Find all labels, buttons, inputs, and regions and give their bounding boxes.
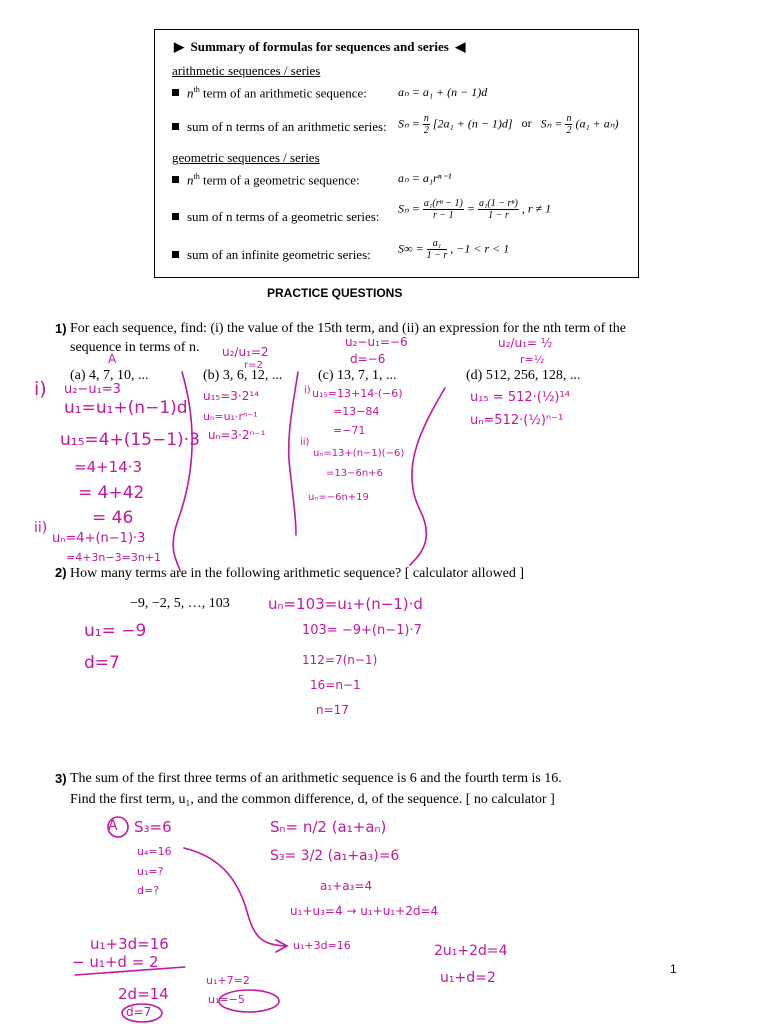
handwritten-note: u₁+d=2 (440, 970, 496, 986)
separator-curve (289, 372, 298, 535)
handwritten-note: u₂/u₁= ½ (498, 336, 553, 350)
handwritten-note: =−71 (333, 424, 366, 437)
handwritten-note: u₁=−5 (208, 993, 245, 1006)
handwritten-note: − u₁+d = 2 (72, 953, 159, 971)
arithmetic-nth-formula: aₙ = a₁ + (n − 1)d (398, 85, 488, 99)
handwritten-note: u₁+7=2 (206, 974, 250, 987)
question-3-text: The sum of the first three terms of an arithmetic sequence is 6 and the fourth term is 16. (70, 771, 562, 786)
question-number: 1) (55, 321, 67, 336)
handwritten-note: =4+3n−3=3n+1 (66, 551, 162, 564)
summary-title: ▶ Summary of formulas for sequences and series ◀ (174, 39, 466, 54)
handwritten-note: uₙ=13+(n−1)(−6) (313, 448, 405, 459)
underline-mark (75, 967, 185, 975)
handwritten-note: u₂−u₁=3 (64, 382, 121, 397)
geometric-header: geometric sequences / series (172, 150, 320, 165)
handwritten-note: r=2 (244, 360, 263, 371)
handwritten-note: ii) (34, 520, 48, 536)
handwritten-note: d=7 (84, 653, 120, 673)
handwritten-note: u₁+3d=16 (90, 935, 169, 953)
handwritten-note: i) (34, 378, 47, 400)
practice-title: PRACTICE QUESTIONS (267, 286, 403, 300)
arithmetic-sum-formula: Sₙ = $\frac{n}{2}$ [2a₁ + (n − 1)d] or Sₙ = $\frac{n}{2}$ (a₁ + aₙ) (398, 113, 619, 136)
handwritten-note: a₁+a₃=4 (320, 879, 373, 893)
geometric-nth-label: $n^{th}$ term of a geometric sequence: (172, 172, 360, 188)
circle-mark (122, 1004, 162, 1022)
handwritten-note: u₂/u₁=2 (222, 345, 269, 359)
separator-curve (173, 372, 192, 570)
handwritten-note: 2d=14 (118, 985, 169, 1003)
handwritten-note: u₂−u₁=−6 (345, 335, 408, 349)
handwritten-note: n=17 (316, 703, 349, 717)
handwritten-note: A (108, 818, 118, 834)
triangle-right-icon: ▶ (174, 39, 184, 54)
handwritten-note: u₁= −9 (84, 621, 147, 641)
question-3-text-line2: Find the first term, u₁, and the common difference, d, of the sequence. [ no calculator ] (70, 792, 555, 807)
triangle-left-icon: ◀ (455, 39, 466, 54)
handwritten-note: uₙ=u₁·rⁿ⁻¹ (203, 410, 258, 423)
geometric-sum-label: sum of n terms of a geometric series: (172, 209, 379, 225)
geometric-infinite-label: sum of an infinite geometric series: (172, 247, 371, 263)
handwritten-note: d=? (137, 884, 160, 897)
handwritten-note: ii) (300, 437, 310, 448)
geometric-nth-formula: aₙ = a₁rⁿ⁻¹ (398, 171, 452, 185)
handwritten-note: uₙ=512·(½)ⁿ⁻¹ (470, 413, 564, 428)
handwritten-note: uₙ=103=u₁+(n−1)·d (268, 595, 423, 613)
geometric-infinite-formula: S∞ = $\frac{\text{a₁}}{1 - r}$ , −1 < r < 1 (398, 238, 510, 261)
circle-mark (219, 990, 279, 1012)
question-1a: (a) 4, 7, 10, ... (70, 368, 149, 383)
question-1c: (c) 13, 7, 1, ... (318, 368, 397, 383)
handwritten-note: d=−6 (350, 352, 386, 366)
handwritten-note: u₁+3d=16 (293, 939, 351, 952)
question-1d: (d) 512, 256, 128, ... (466, 368, 581, 383)
question-number: 2) (55, 565, 67, 580)
page-number: 1 (670, 962, 677, 976)
geometric-sum-formula: Sₙ = $\frac{\text{a₁(rⁿ − 1)}}{r - 1}$ = $\frac{\text{a₁(1 − rⁿ)}}{1 - r}$ , r ≠ 1 (398, 198, 552, 221)
arithmetic-nth-label: $n^{th}$ term of an arithmetic sequence: (172, 85, 367, 101)
handwritten-note: d=7 (126, 1005, 152, 1019)
separator-curve (410, 388, 445, 565)
handwritten-note: u₁₅ = 512·(½)¹⁴ (470, 390, 570, 405)
question-2-text: How many terms are in the following arithmetic sequence? [ calculator allowed ] (70, 566, 525, 581)
handwritten-note: A (108, 352, 117, 366)
handwritten-note: =4+14·3 (74, 458, 143, 476)
handwritten-note: Sₙ= n/2 (a₁+aₙ) (270, 818, 387, 836)
handwritten-note: u₁=? (137, 865, 164, 878)
handwritten-note: S₃= 3/2 (a₁+a₃)=6 (270, 848, 400, 864)
handwritten-note: 2u₁+2d=4 (434, 943, 508, 959)
handwritten-note: =13−6n+6 (326, 468, 383, 479)
question-1b: (b) 3, 6, 12, ... (203, 368, 283, 383)
circle-mark (108, 817, 128, 837)
handwritten-note: u₁+u₃=4 → u₁+u₁+2d=4 (290, 904, 439, 918)
handwritten-note: uₙ=−6n+19 (308, 492, 369, 503)
handwritten-note: u₁₅=4+(15−1)·3 (60, 430, 200, 450)
handwritten-note: = 46 (92, 508, 134, 528)
arrow-line (184, 848, 286, 946)
handwritten-note: r=½ (520, 353, 545, 366)
handwritten-note: =13−84 (333, 405, 380, 418)
handwritten-note: 103= −9+(n−1)·7 (302, 623, 422, 638)
handwritten-note: = 4+42 (78, 483, 145, 503)
question-number: 3) (55, 771, 67, 786)
question-1-text-line2: sequence in terms of n. (70, 340, 200, 355)
arithmetic-sum-label: sum of n terms of an arithmetic series: (172, 119, 387, 135)
handwritten-note: S₃=6 (134, 818, 172, 836)
handwritten-note: uₙ=3·2ⁿ⁻¹ (208, 428, 266, 442)
handwritten-note: u₄=16 (137, 845, 172, 858)
handwritten-note: u₁₅=3·2¹⁴ (203, 389, 259, 403)
handwritten-note: u₁₅=13+14·(−6) (312, 387, 403, 400)
handwritten-note: uₙ=4+(n−1)·3 (52, 531, 146, 546)
question-2-sequence: −9, −2, 5, …, 103 (130, 596, 230, 611)
question-1-text: For each sequence, find: (i) the value of the 15th term, and (ii) an expression for the nth term of the (70, 321, 626, 336)
arithmetic-header: arithmetic sequences / series (172, 63, 321, 78)
handwritten-note: 112=7(n−1) (302, 653, 378, 667)
handwritten-note: u₁=u₁+(n−1)d (64, 398, 188, 418)
handwritten-note: i) (304, 385, 311, 396)
handwritten-note: 16=n−1 (310, 678, 361, 692)
